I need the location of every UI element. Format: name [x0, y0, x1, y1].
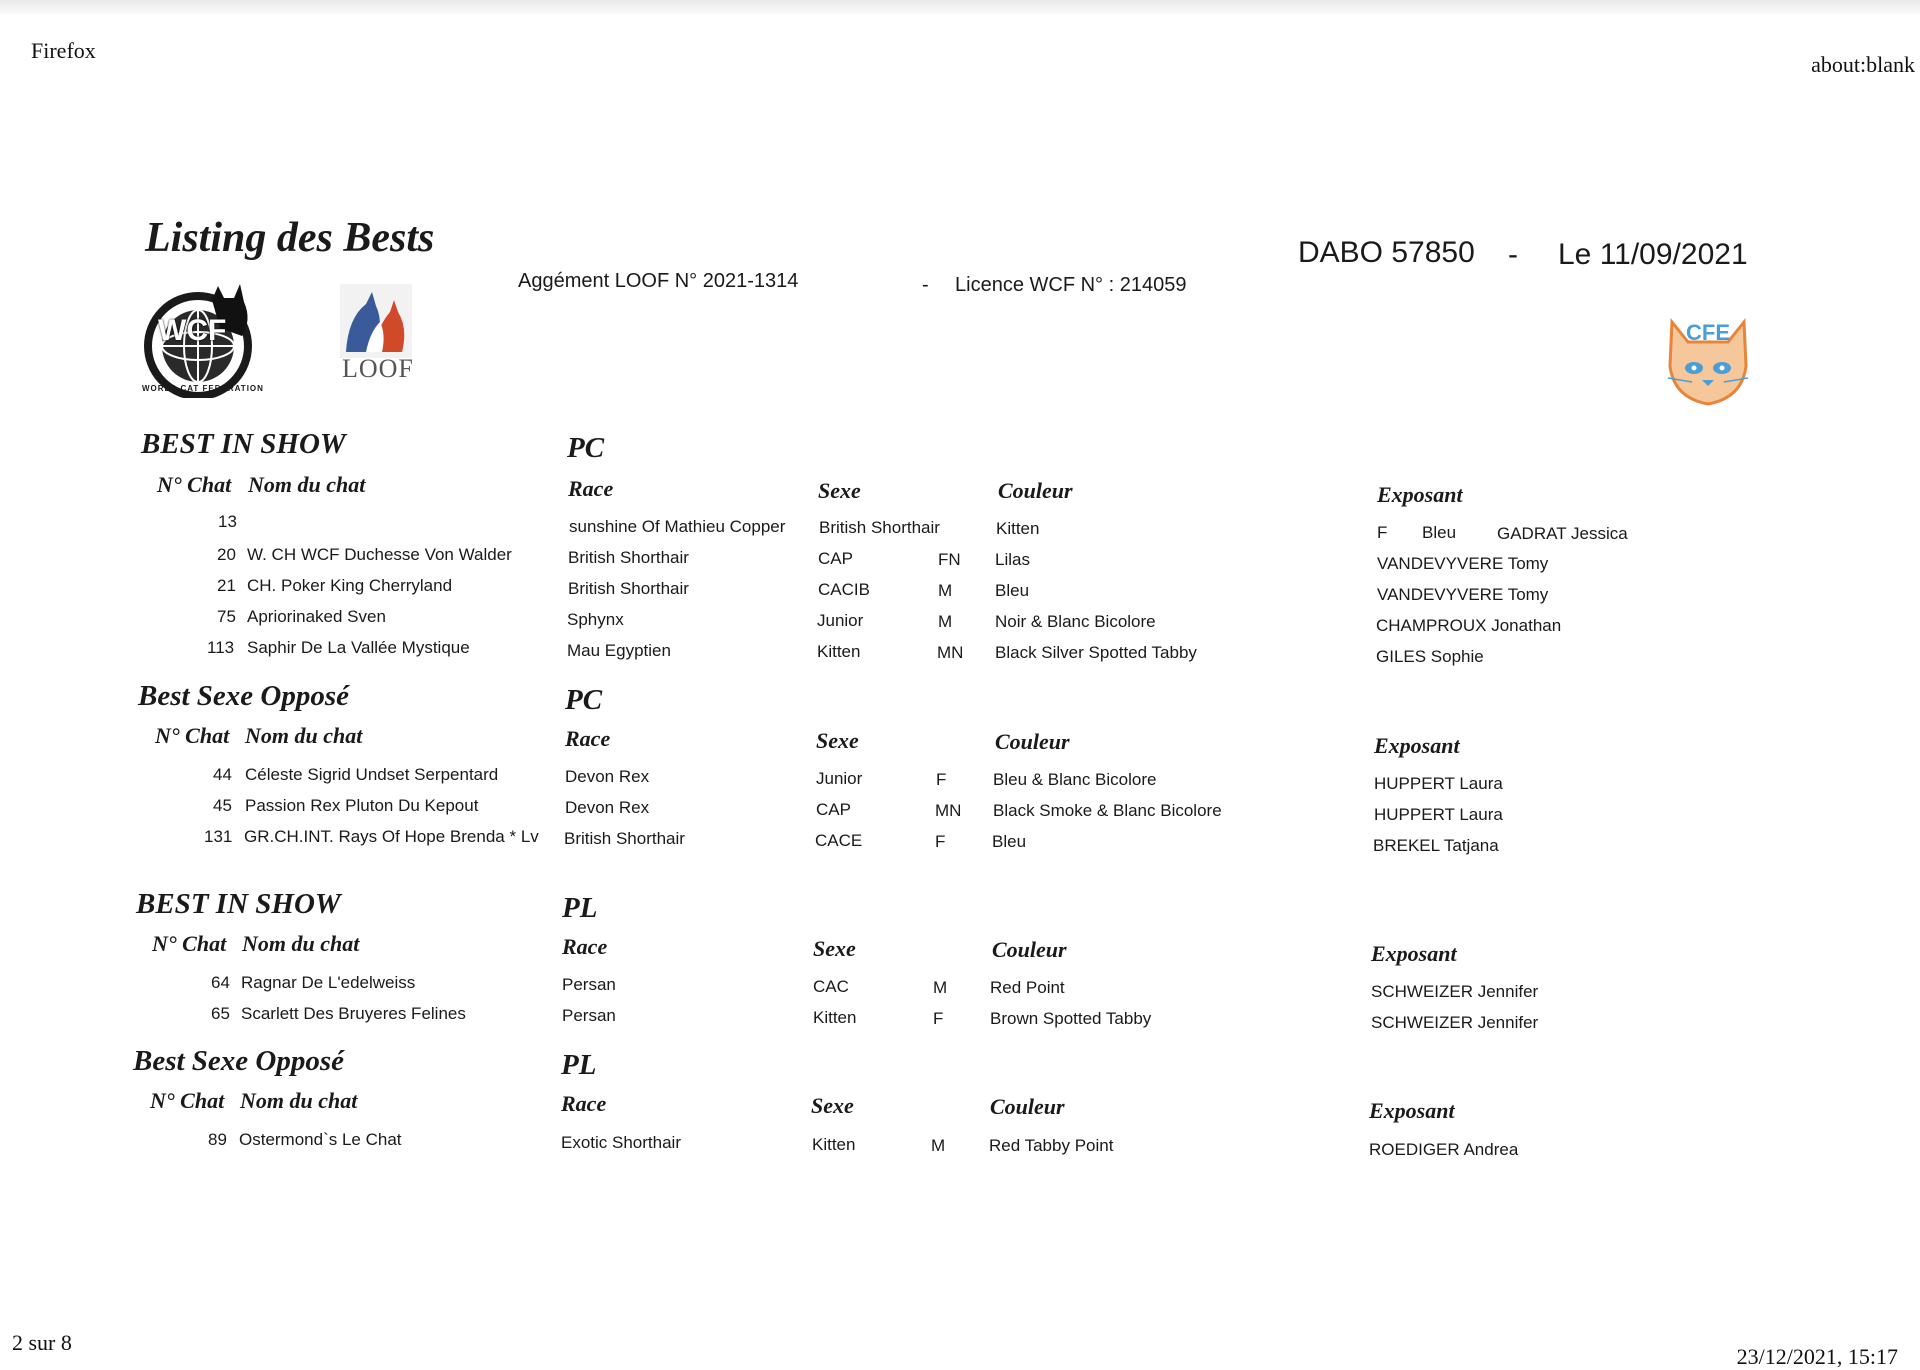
- cell-name: CH. Poker King Cherryland: [247, 576, 453, 595]
- cell-sexe: M: [938, 612, 953, 631]
- page-counter: 2 sur 8: [12, 1330, 72, 1355]
- cell-classe: CAC: [813, 977, 849, 996]
- cell-num: 21: [217, 576, 236, 595]
- cfe-logo-text: CFE: [1686, 320, 1730, 345]
- cell-name: Ostermond`s Le Chat: [239, 1130, 402, 1149]
- cell-classe: CACE: [815, 831, 863, 850]
- print-datetime: 23/12/2021, 15:17: [1736, 1344, 1898, 1369]
- section-title: BEST IN SHOW: [141, 428, 346, 460]
- header-race: Race: [562, 934, 608, 959]
- section-title: Best Sexe Opposé: [133, 1045, 345, 1077]
- loof-logo-text: LOOF: [342, 354, 414, 383]
- cell-exposant: BREKEL Tatjana: [1373, 836, 1499, 855]
- cell-couleur: Bleu: [1422, 523, 1457, 542]
- cell-classe: Kitten: [812, 1135, 856, 1154]
- cell-couleur: Red Point: [990, 978, 1065, 997]
- header-nom-chat: Nom du chat: [245, 723, 363, 748]
- cell-couleur: Bleu & Blanc Bicolore: [993, 770, 1157, 789]
- section-category: PC: [567, 432, 605, 464]
- cell-classe: Kitten: [817, 642, 861, 661]
- section-category: PL: [562, 892, 598, 924]
- cell-race: Mau Egyptien: [567, 641, 671, 660]
- cell-couleur: Black Smoke & Blanc Bicolore: [993, 801, 1222, 820]
- show-location: DABO 57850: [1298, 236, 1475, 269]
- cell-race: British Shorthair: [568, 548, 689, 567]
- cell-exposant: SCHWEIZER Jennifer: [1371, 982, 1539, 1001]
- header-sexe: Sexe: [818, 478, 861, 503]
- header-couleur: Couleur: [995, 729, 1070, 754]
- cell-exposant: GADRAT Jessica: [1497, 524, 1628, 543]
- wcf-logo-text: WCF: [158, 314, 227, 347]
- cell-num: 89: [208, 1130, 227, 1149]
- cell-classe: Kitten: [813, 1008, 857, 1027]
- header-nom-chat: Nom du chat: [242, 931, 360, 956]
- cell-couleur: Noir & Blanc Bicolore: [995, 612, 1156, 631]
- cell-num: 65: [211, 1004, 230, 1023]
- header-num-chat: N° Chat: [152, 931, 227, 956]
- cell-num: 13: [218, 512, 237, 531]
- header-race: Race: [568, 476, 614, 501]
- cell-num: 131: [204, 827, 233, 846]
- cell-sexe: F: [935, 832, 946, 851]
- header-num-chat: N° Chat: [150, 1088, 225, 1113]
- cell-sexe: M: [933, 978, 948, 997]
- cell-classe: Junior: [816, 769, 863, 788]
- cell-couleur: Red Tabby Point: [989, 1136, 1114, 1155]
- cell-sexe: FN: [938, 550, 961, 569]
- header-nom-chat: Nom du chat: [240, 1088, 358, 1113]
- scan-top-edge: [0, 0, 1920, 14]
- cell-classe: Kitten: [996, 519, 1040, 538]
- section-category: PL: [561, 1049, 597, 1081]
- cell-num: 44: [213, 765, 232, 784]
- header-sexe: Sexe: [816, 728, 859, 753]
- header-sexe: Sexe: [811, 1093, 854, 1118]
- cell-classe: Junior: [817, 611, 864, 630]
- cell-classe: CACIB: [818, 580, 870, 599]
- cell-name: Scarlett Des Bruyeres Felines: [241, 1004, 466, 1023]
- cell-name: GR.CH.INT. Rays Of Hope Brenda * Lv: [244, 827, 539, 846]
- header-exposant: Exposant: [1374, 733, 1460, 758]
- wcf-logo-ring-text: WORLD CAT FEDERATION: [142, 384, 264, 393]
- cell-couleur: Bleu: [995, 581, 1030, 600]
- cell-exposant: ROEDIGER Andrea: [1369, 1140, 1519, 1159]
- cell-couleur: Black Silver Spotted Tabby: [995, 643, 1197, 662]
- cell-exposant: GILES Sophie: [1376, 647, 1484, 666]
- cell-sexe: MN: [937, 643, 964, 662]
- section-title: Best Sexe Opposé: [138, 680, 350, 712]
- browser-url: about:blank: [1811, 52, 1915, 77]
- header-couleur: Couleur: [998, 478, 1073, 503]
- header-race: Race: [561, 1091, 607, 1116]
- cell-num: 45: [213, 796, 232, 815]
- cell-name: Apriorinaked Sven: [247, 607, 386, 626]
- page-title: Listing des Bests: [145, 215, 435, 261]
- cell-num: 64: [211, 973, 230, 992]
- cell-name: sunshine Of Mathieu Copper: [569, 517, 786, 536]
- section-title: BEST IN SHOW: [136, 888, 341, 920]
- cell-num: 20: [217, 545, 236, 564]
- cell-race: British Shorthair: [568, 579, 689, 598]
- cfe-logo: [1662, 316, 1754, 408]
- header-exposant: Exposant: [1371, 941, 1457, 966]
- cell-sexe: MN: [935, 801, 962, 820]
- cell-exposant: VANDEVYVERE Tomy: [1377, 585, 1549, 604]
- cell-race: British Shorthair: [564, 829, 685, 848]
- cell-name: Passion Rex Pluton Du Kepout: [245, 796, 479, 815]
- cell-sexe: F: [1377, 523, 1388, 542]
- cell-sexe: F: [936, 770, 947, 789]
- cell-classe: CAP: [818, 549, 853, 568]
- cell-name: Saphir De La Vallée Mystique: [247, 638, 470, 657]
- cell-sexe: M: [938, 581, 953, 600]
- cell-sexe: M: [931, 1136, 946, 1155]
- header-exposant: Exposant: [1369, 1098, 1455, 1123]
- cell-race: Devon Rex: [565, 798, 650, 817]
- cell-couleur: Brown Spotted Tabby: [990, 1009, 1152, 1028]
- cell-name: W. CH WCF Duchesse Von Walder: [247, 545, 512, 564]
- cell-name: Ragnar De L'edelweiss: [241, 973, 416, 992]
- header-num-chat: N° Chat: [155, 723, 230, 748]
- browser-app-name: Firefox: [31, 38, 96, 63]
- cell-exposant: HUPPERT Laura: [1374, 805, 1503, 824]
- licence-wcf: Licence WCF N° : 214059: [955, 274, 1187, 296]
- header-exposant: Exposant: [1377, 482, 1463, 507]
- cell-race: British Shorthair: [819, 518, 940, 537]
- header-race: Race: [565, 726, 611, 751]
- header-num-chat: N° Chat: [157, 472, 232, 497]
- section-category: PC: [565, 684, 603, 716]
- cell-classe: CAP: [816, 800, 851, 819]
- cell-couleur: Bleu: [992, 832, 1027, 851]
- show-date: Le 11/09/2021: [1558, 238, 1748, 271]
- cell-exposant: SCHWEIZER Jennifer: [1371, 1013, 1539, 1032]
- cell-sexe: F: [933, 1009, 944, 1028]
- separator-dash: -: [1508, 238, 1518, 271]
- header-sexe: Sexe: [813, 936, 856, 961]
- cell-name: Céleste Sigrid Undset Serpentard: [245, 765, 499, 784]
- separator-dash: -: [922, 274, 929, 296]
- cell-num: 113: [207, 638, 235, 657]
- header-nom-chat: Nom du chat: [248, 472, 366, 497]
- wcf-logo: [142, 280, 264, 398]
- cell-exposant: VANDEVYVERE Tomy: [1377, 554, 1549, 573]
- header-couleur: Couleur: [992, 937, 1067, 962]
- cell-race: Persan: [562, 1006, 616, 1025]
- cell-exposant: CHAMPROUX Jonathan: [1376, 616, 1562, 635]
- cell-exposant: HUPPERT Laura: [1374, 774, 1503, 793]
- cell-num: 75: [217, 607, 236, 626]
- cell-race: Devon Rex: [565, 767, 650, 786]
- loof-logo: [336, 282, 416, 392]
- cell-race: Sphynx: [567, 610, 624, 629]
- cell-race: Persan: [562, 975, 616, 994]
- cell-race: Exotic Shorthair: [561, 1133, 681, 1152]
- cell-couleur: Lilas: [995, 550, 1030, 569]
- header-couleur: Couleur: [990, 1094, 1065, 1119]
- agrement-loof: Aggément LOOF N° 2021-1314: [518, 270, 799, 292]
